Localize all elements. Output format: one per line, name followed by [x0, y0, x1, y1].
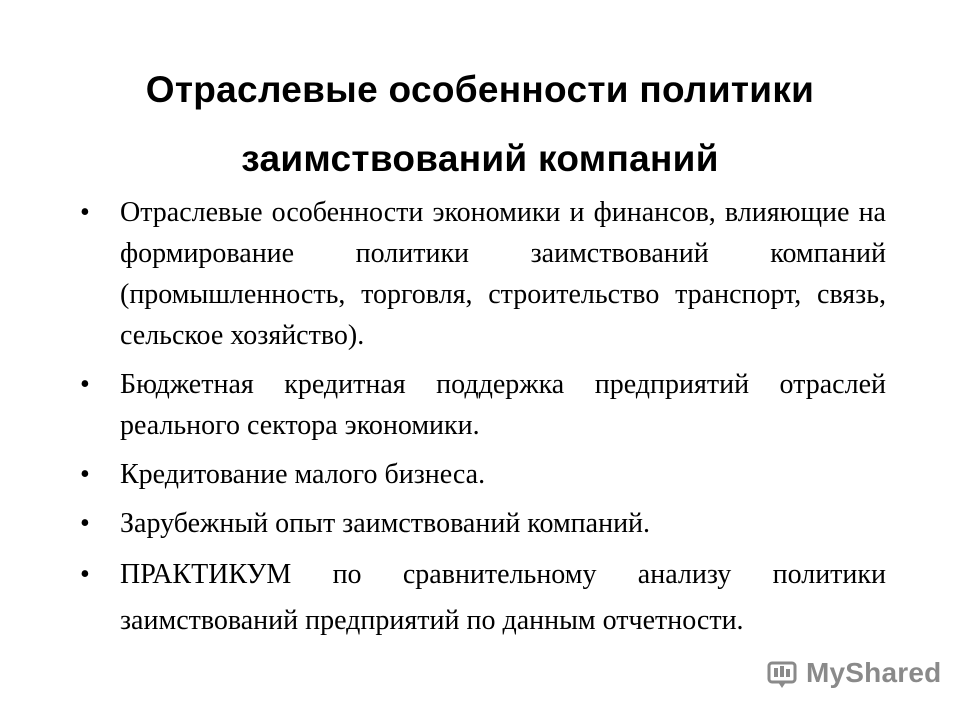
bullet-marker: •	[80, 197, 90, 228]
bullet-item	[78, 503, 886, 544]
bullet-text: Кредитование малого бизнеса.	[120, 459, 486, 490]
watermark	[766, 653, 941, 693]
bullet-item	[78, 552, 886, 644]
bullet-item	[78, 364, 886, 446]
slide-title-line-1: Отраслевые особенности политики	[145, 69, 815, 110]
bullet-text: Бюджетная кредитная поддержка предприятий отраслей реального сектора экономики.	[120, 369, 886, 441]
bullet-marker: •	[80, 508, 90, 539]
bullet-marker: •	[80, 369, 90, 400]
watermark-text: MyShared	[806, 657, 942, 688]
bullet-item	[78, 454, 886, 495]
bullet-text: Зарубежный опыт заимствований компаний.	[120, 508, 651, 539]
bullet-text: ПРАКТИКУМ по сравнительному анализу политики заимствований предприятий по данным отчетности.	[120, 559, 886, 636]
bullet-text: Отраслевые особенности экономики и финансов, влияющие на формирование политики заимствований компаний (промышленность, торговля, строительство транспорт, связь, сельское хозяйство).	[120, 197, 886, 351]
slide-title-line-2: заимствований компаний	[241, 138, 719, 179]
bullet-marker: •	[80, 559, 90, 590]
bullet-list	[78, 192, 886, 652]
bullet-item	[78, 192, 886, 356]
mysharedlogo-icon	[766, 656, 800, 690]
bullet-marker: •	[80, 459, 90, 490]
